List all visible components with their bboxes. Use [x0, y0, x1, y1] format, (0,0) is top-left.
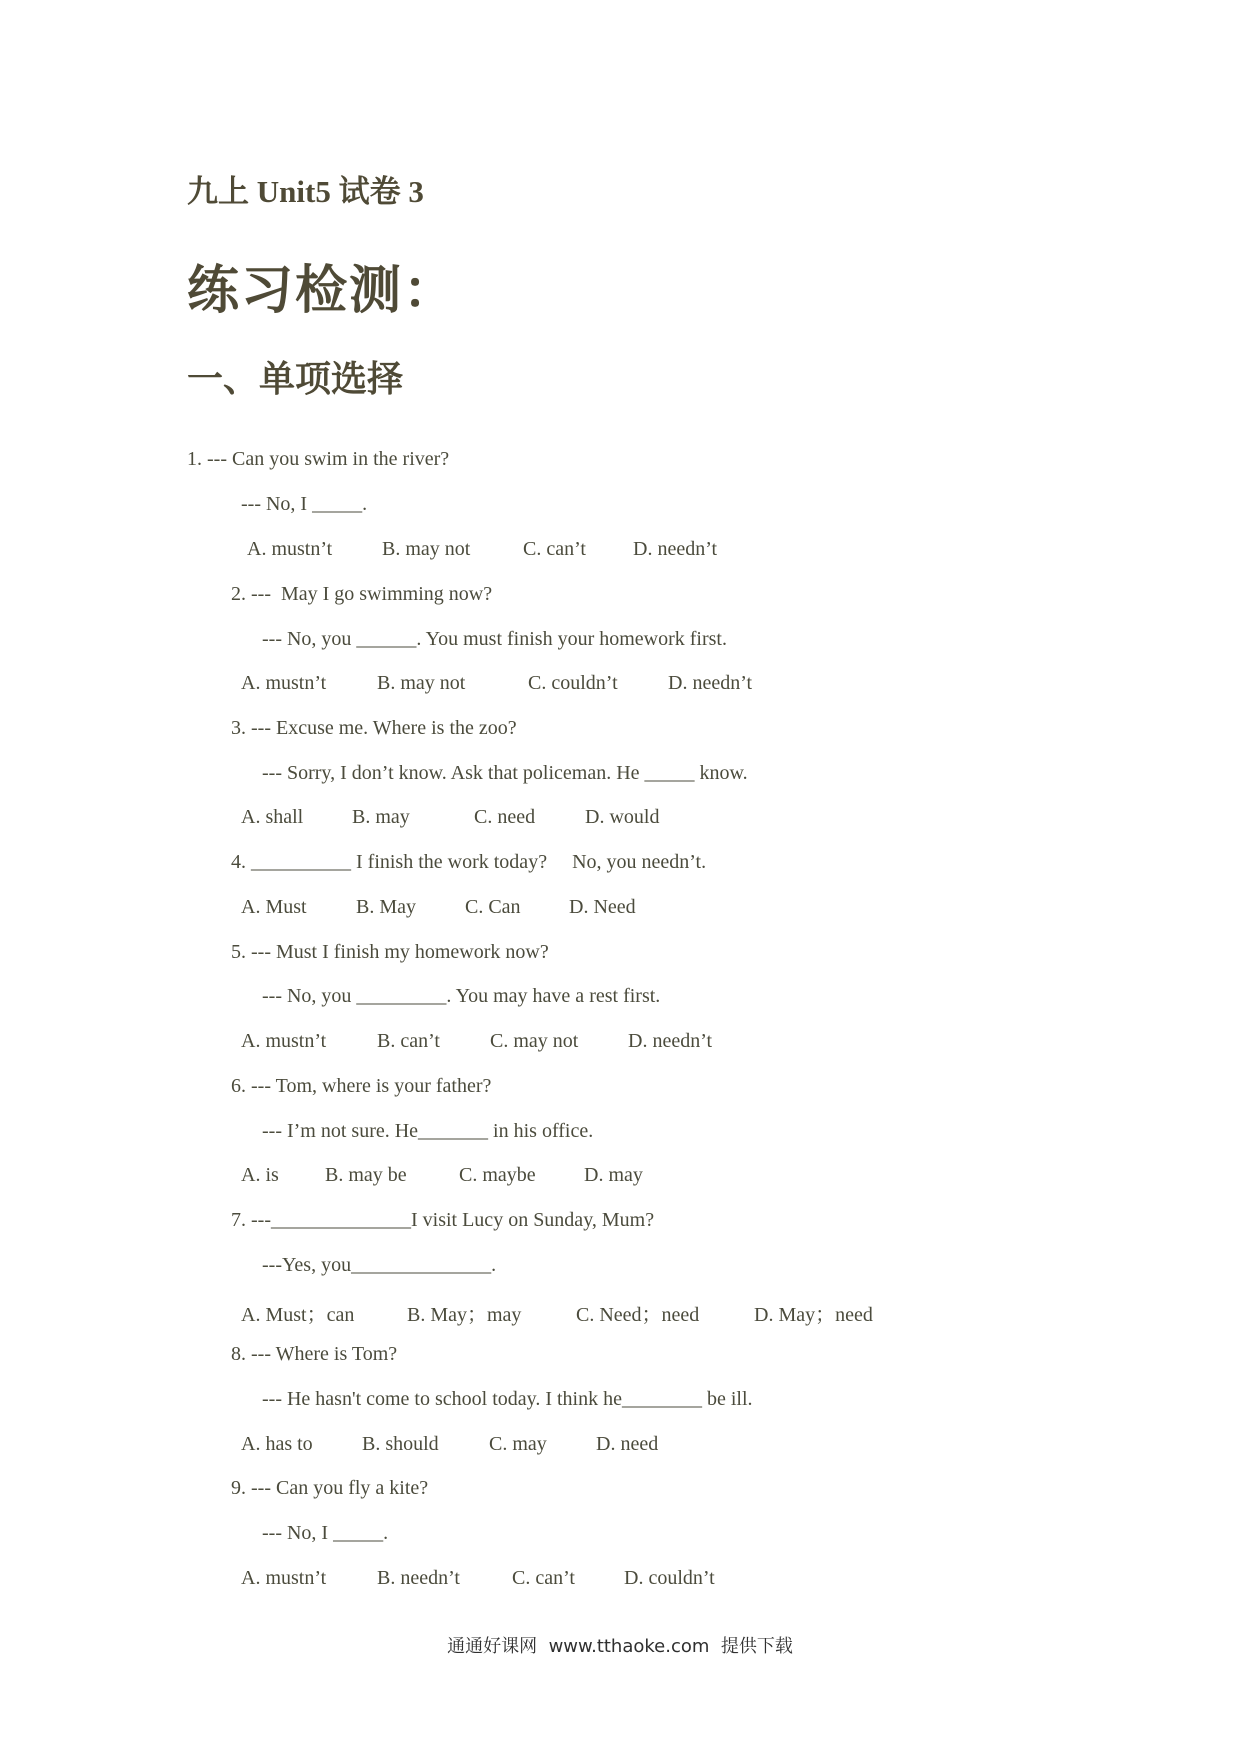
- question-6-option-a: A. is: [241, 1164, 279, 1186]
- question-4-option-b: B. May: [356, 896, 416, 918]
- question-5-option-b: B. can’t: [377, 1030, 440, 1052]
- question-9-prompt: 9. --- Can you fly a kite?: [231, 1477, 429, 1499]
- question-3-prompt: 3. --- Excuse me. Where is the zoo?: [231, 717, 517, 739]
- question-5-prompt: 5. --- Must I finish my homework now?: [231, 941, 549, 963]
- question-4-option-d: D. Need: [569, 896, 636, 918]
- question-2-option-b: B. may not: [377, 672, 466, 694]
- question-1-option-b: B. may not: [382, 538, 471, 560]
- page-title: 练习检测：: [187, 263, 458, 320]
- question-7-option-a: A. Must；can: [241, 1304, 355, 1326]
- question-7-answer: ---Yes, you______________.: [262, 1254, 497, 1276]
- question-9-option-a: A. mustn’t: [241, 1567, 327, 1589]
- question-1-answer: --- No, I _____.: [241, 493, 368, 515]
- question-3-option-b: B. may: [352, 806, 410, 828]
- question-1-option-a: A. mustn’t: [247, 538, 333, 560]
- question-9-answer: --- No, I _____.: [262, 1522, 389, 1544]
- question-8-option-d: D. need: [596, 1433, 659, 1455]
- question-4-option-a: A. Must: [241, 896, 307, 918]
- question-1-option-d: D. needn’t: [633, 538, 718, 560]
- question-1-option-c: C. can’t: [523, 538, 586, 560]
- question-3-option-d: D. would: [585, 806, 660, 828]
- question-7-option-d: D. May；need: [754, 1304, 873, 1326]
- question-9-option-b: B. needn’t: [377, 1567, 460, 1589]
- question-5-option-d: D. needn’t: [628, 1030, 713, 1052]
- question-8-option-a: A. has to: [241, 1433, 313, 1455]
- question-6-prompt: 6. --- Tom, where is your father?: [231, 1075, 492, 1097]
- question-2-option-a: A. mustn’t: [241, 672, 327, 694]
- question-2-answer: --- No, you ______. You must finish your homework first.: [262, 628, 727, 650]
- question-2-option-d: D. needn’t: [668, 672, 753, 694]
- page-footer: 通通好课网 www.tthaoke.com 提供下载: [447, 1636, 793, 1657]
- question-9-option-c: C. can’t: [512, 1567, 575, 1589]
- question-7-prompt: 7. ---______________I visit Lucy on Sunday, Mum?: [231, 1209, 655, 1231]
- question-1-prompt: 1. --- Can you swim in the river?: [187, 448, 450, 470]
- question-3-answer: --- Sorry, I don’t know. Ask that policeman. He _____ know.: [262, 762, 748, 784]
- question-4-prompt: 4. __________ I finish the work today? No, you needn’t.: [231, 851, 707, 873]
- question-6-option-d: D. may: [584, 1164, 643, 1186]
- question-8-answer: --- He hasn't come to school today. I think he________ be ill.: [262, 1388, 753, 1410]
- section-heading: 一、单项选择: [187, 359, 404, 399]
- question-7-option-b: B. May；may: [407, 1304, 522, 1326]
- question-5-answer: --- No, you _________. You may have a rest first.: [262, 985, 661, 1007]
- question-8-option-b: B. should: [362, 1433, 439, 1455]
- question-4-option-c: C. Can: [465, 896, 521, 918]
- question-5-option-a: A. mustn’t: [241, 1030, 327, 1052]
- question-3-option-a: A. shall: [241, 806, 304, 828]
- question-9-option-d: D. couldn’t: [624, 1567, 715, 1589]
- question-8-option-c: C. may: [489, 1433, 547, 1455]
- question-6-option-b: B. may be: [325, 1164, 407, 1186]
- question-3-option-c: C. need: [474, 806, 536, 828]
- question-7-option-c: C. Need；need: [576, 1304, 700, 1326]
- exam-subtitle: 九上 Unit5 试卷 3: [187, 174, 424, 209]
- question-5-option-c: C. may not: [490, 1030, 579, 1052]
- question-8-prompt: 8. --- Where is Tom?: [231, 1343, 398, 1365]
- question-2-option-c: C. couldn’t: [528, 672, 618, 694]
- question-6-option-c: C. maybe: [459, 1164, 536, 1186]
- question-2-prompt: 2. --- May I go swimming now?: [231, 583, 493, 605]
- question-6-answer: --- I’m not sure. He_______ in his office.: [262, 1120, 594, 1142]
